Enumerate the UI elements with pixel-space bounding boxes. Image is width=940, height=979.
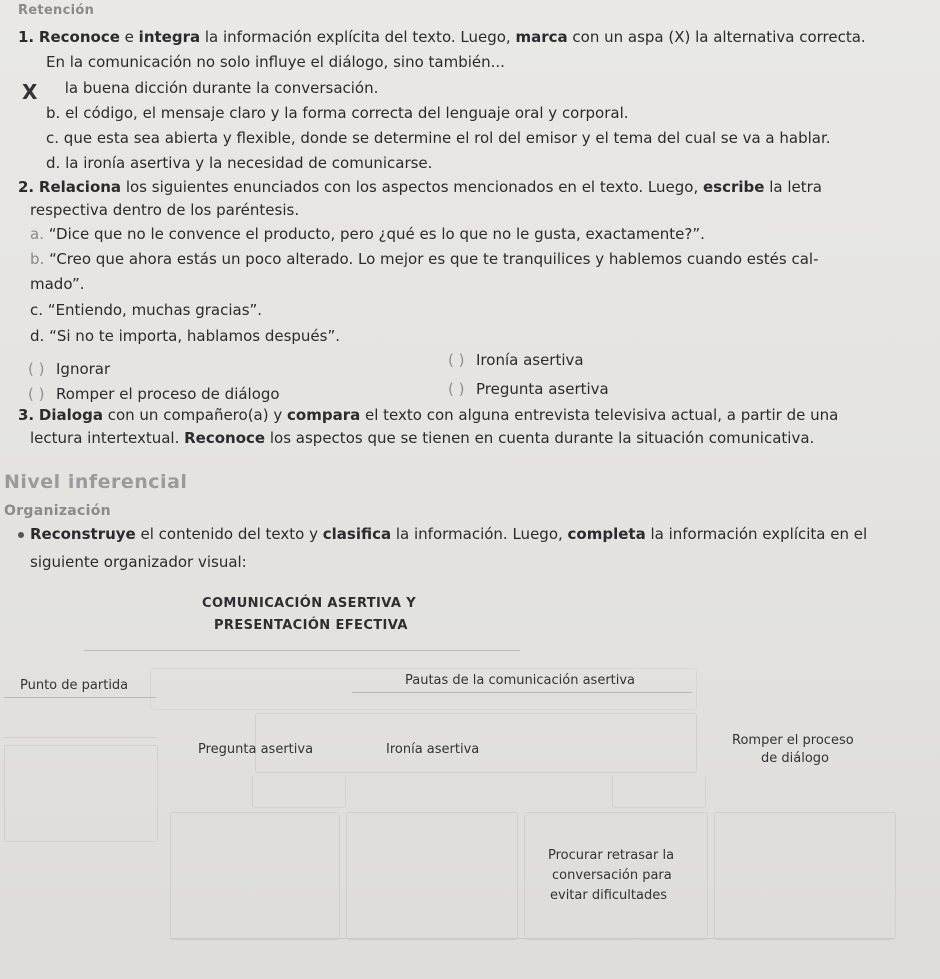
leaf-text-line1: Procurar retrasar la	[548, 848, 675, 863]
node-pregunta-asertiva[interactable]: Pregunta asertiva	[198, 742, 314, 757]
left-answer-box[interactable]	[4, 745, 158, 842]
q2-choice-ignorar[interactable]: ( ) Ignorar	[28, 360, 111, 378]
q2-item-a: a. “Dice que no le convence el producto, pero ¿qué es lo que no le gusta, exactamente?”.	[30, 225, 705, 243]
q2-item-b-cont: mado”.	[30, 275, 85, 293]
node-ironia-asertiva[interactable]: Ironía asertiva	[386, 742, 480, 757]
q1-option-b[interactable]: b. el código, el mensaje claro y la forma correcta del lenguaje oral y corporal.	[46, 104, 629, 122]
answer-box-2[interactable]	[346, 812, 518, 940]
q2-choice-romper[interactable]: ( ) Romper el proceso de diálogo	[28, 385, 280, 403]
diagram-title-line2: PRESENTACIÓN EFECTIVA	[214, 618, 408, 633]
left-branch-line	[4, 697, 156, 698]
q3-instruction-line2: lectura intertextual. Reconoce los aspectos que se tienen en cuenta durante la situación comunicativa.	[30, 429, 815, 447]
q2-instruction-line2: respectiva dentro de los paréntesis.	[30, 201, 300, 219]
q2-instruction: 2. Relaciona los siguientes enunciados con los aspectos mencionados en el texto. Luego, escribe la letra	[18, 178, 822, 196]
q1-option-d[interactable]: d. la ironía asertiva y la necesidad de comunicarse.	[46, 154, 433, 172]
node-romper-1[interactable]: Romper el proceso	[732, 733, 854, 748]
q2-choice-pregunta[interactable]: ( ) Pregunta asertiva	[448, 380, 609, 398]
diagram-title-line1: COMUNICACIÓN ASERTIVA Y	[202, 596, 417, 611]
bottom-line	[170, 938, 894, 939]
leaf-text-line2: conversación para	[552, 868, 672, 883]
right-branch-line	[352, 692, 692, 693]
section-nivel-inferencial: Nivel inferencial	[4, 471, 188, 493]
q1-instruction: 1. Reconoce e integra la información explícita del texto. Luego, marca con un aspa (X) la alternativa correcta.	[18, 28, 866, 46]
connector-1	[252, 775, 346, 808]
task-instruction: Reconstruye el contenido del texto y clasifica la información. Luego, completa la información explícita en el	[18, 524, 867, 544]
leaf-text-line3: evitar dificultades	[550, 888, 667, 903]
q1-stem: En la comunicación no solo influye el diálogo, sino también...	[46, 53, 505, 71]
q1-option-a[interactable]: la buena dicción durante la conversación.	[64, 79, 379, 97]
node-romper-2: de diálogo	[761, 751, 829, 766]
q1-option-c[interactable]: c. que esta sea abierta y flexible, donde se determine el rol del emisor y el tema del cual se va a hablar.	[46, 129, 831, 147]
answer-mark-x: X	[22, 80, 38, 104]
answer-box-1[interactable]	[170, 812, 340, 940]
node-punto-de-partida[interactable]: Punto de partida	[20, 678, 129, 693]
node-pautas[interactable]: Pautas de la comunicación asertiva	[405, 673, 636, 688]
answer-box-4[interactable]	[714, 812, 896, 940]
q2-item-c: c. “Entiendo, muchas gracias”.	[30, 301, 263, 319]
connector-2	[612, 775, 706, 808]
q2-item-d: d. “Si no te importa, hablamos después”.	[30, 327, 341, 345]
section-retencion: Retención	[18, 3, 95, 18]
section-organizacion: Organización	[4, 503, 111, 519]
left-sub-line	[4, 737, 156, 738]
task-instruction-line2: siguiente organizador visual:	[30, 553, 247, 571]
q3-instruction: 3. Dialoga con un compañero(a) y compara el texto con alguna entrevista televisiva actual, a partir de una	[18, 406, 839, 424]
bullet-icon	[18, 532, 24, 538]
q2-item-b: b. “Creo que ahora estás un poco alterado. Lo mejor es que te tranquilices y hablemos cuando estés cal-	[30, 250, 819, 268]
diagram-root-line	[84, 650, 520, 651]
q2-choice-ironia[interactable]: ( ) Ironía asertiva	[448, 351, 584, 369]
